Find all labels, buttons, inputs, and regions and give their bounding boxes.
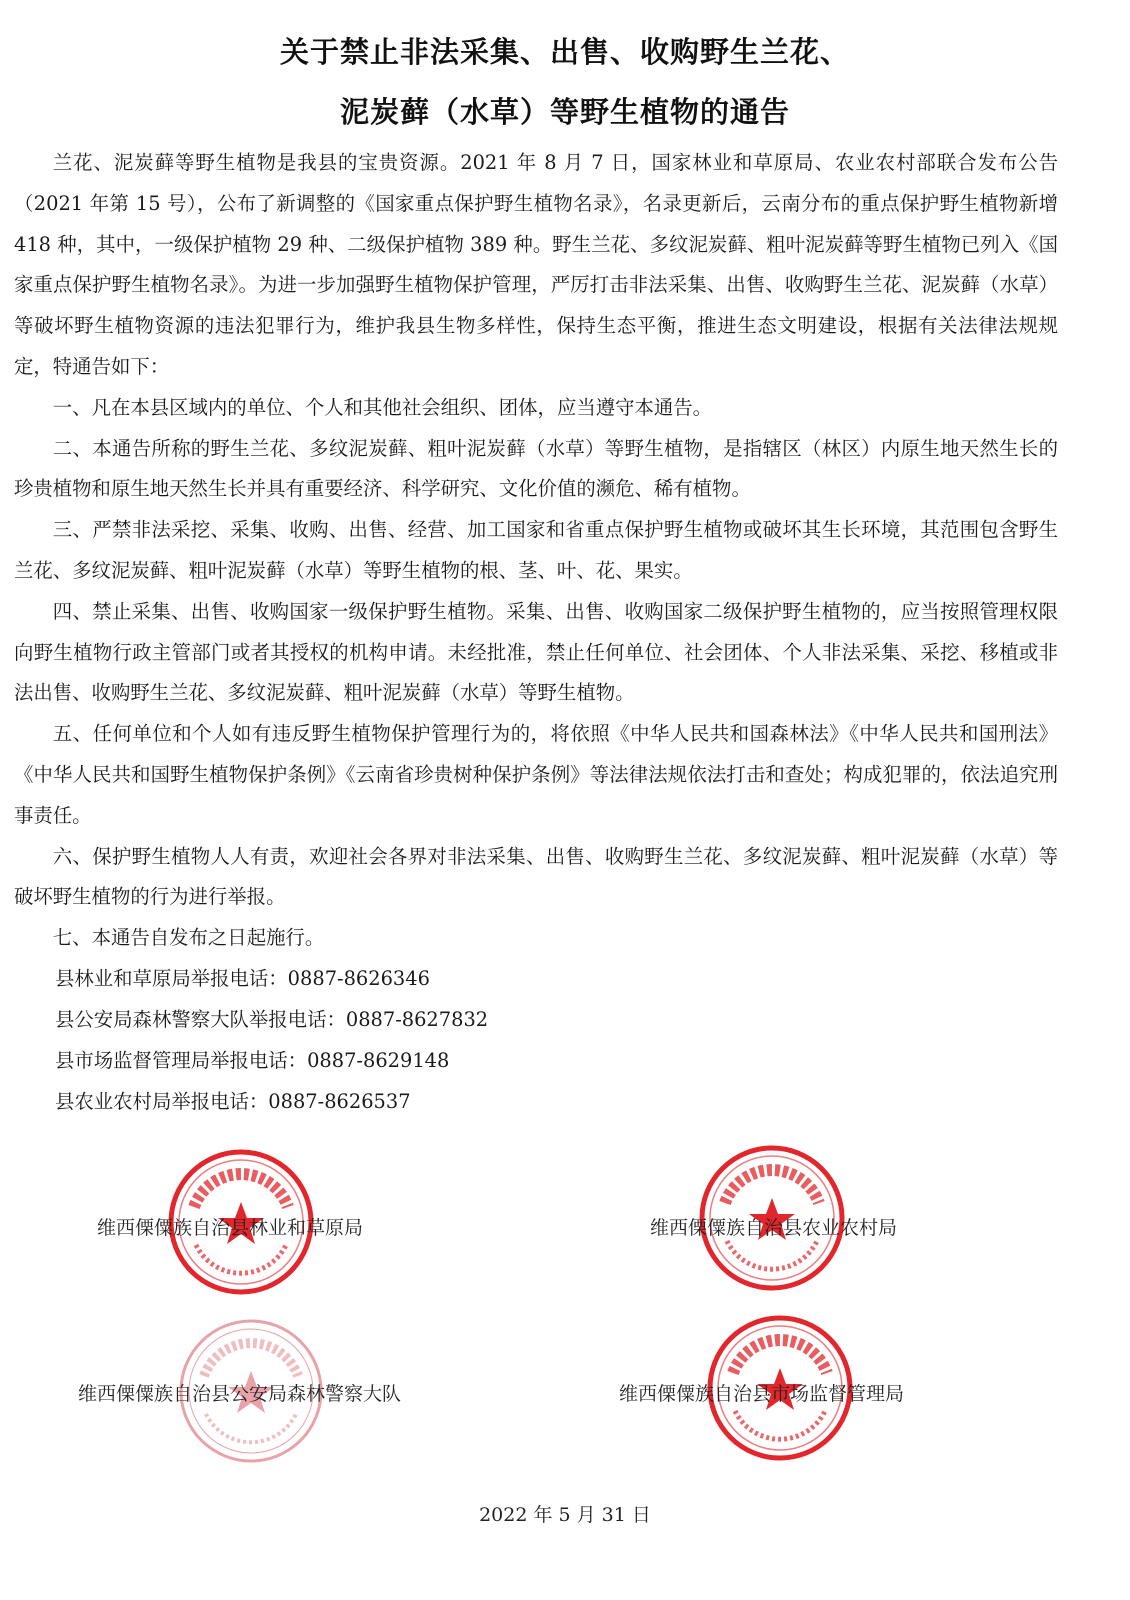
clause-6: 六、保护野生植物人人有责，欢迎社会各界对非法采集、出售、收购野生兰花、多纹泥炭藓、粗叶泥炭藓（水草）等破坏野生植物的行为进行举报。 [14, 844, 1058, 909]
clause-4: 四、禁止采集、出售、收购国家一级保护野生植物。采集、出售、收购国家二级保护野生植物的，应当按照管理权限向野生植物行政主管部门或者其授权的机构申请。未经批准，禁止任何单位、社会团体、个人非法采集、采挖、移植或非法出售、收购野生兰花、多纹泥炭藓、粗叶泥炭藓（水草）等野生植物。 [14, 599, 1058, 705]
phone-forest-police: 县公安局森林警察大队举报电话：0887-8627832 [55, 1008, 489, 1031]
issue-date: 2022 年 5 月 31 日 [479, 1504, 651, 1526]
title-line-2: 泥炭藓（水草）等野生植物的通告 [339, 95, 790, 129]
notice-body [14, 143, 1058, 959]
forestry-agency-name: 维西傈僳族自治县林业和草原局 [97, 1217, 364, 1239]
phone-forestry: 县林业和草原局举报电话：0887-8626346 [55, 967, 430, 990]
clause-7: 七、本通告自发布之日起施行。 [52, 926, 325, 950]
market-agency-name: 维西傈僳族自治县市场监督管理局 [619, 1383, 905, 1405]
clause-3: 三、严禁非法采挖、采集、收购、出售、经营、加工国家和省重点保护野生植物或破坏其生长环境，其范围包含野生兰花、多纹泥炭藓、粗叶泥炭藓（水草）等野生植物的根、茎、叶、花、果实。 [14, 518, 1058, 582]
phone-market-supervision: 县市场监督管理局举报电话：0887-8629148 [55, 1049, 450, 1072]
clause-2: 二、本通告所称的野生兰花、多纹泥炭藓、粗叶泥炭藓（水草）等野生植物，是指辖区（林区）内原生地天然生长的珍贵植物和原生地天然生长并具有重要经济、科学研究、文化价值的濒危、稀有植物。 [14, 436, 1058, 501]
clause-1: 一、凡在本县区域内的单位、个人和其他社会组织、团体，应当遵守本通告。 [52, 395, 713, 419]
phone-agriculture: 县农业农村局举报电话：0887-8626537 [55, 1090, 411, 1113]
report-phone-list [55, 958, 488, 1122]
title-line-1: 关于禁止非法采集、出售、收购野生兰花、 [279, 35, 850, 69]
agriculture-agency-name: 维西傈僳族自治县农业农村局 [650, 1217, 898, 1239]
clause-5: 五、任何单位和个人如有违反野生植物保护管理行为的，将依照《中华人民共和国森林法》《中华人民共和国刑法》《中华人民共和国野生植物保护条例》《云南省珍贵树种保护条例》等法律法规依法打击和查处；构成犯罪的，依法追究刑事责任。 [14, 722, 1058, 827]
police-agency-name: 维西傈僳族自治县公安局森林警察大队 [78, 1383, 402, 1405]
intro-paragraph: 兰花、泥炭藓等野生植物是我县的宝贵资源。2021 年 8 月 7 日，国家林业和草原局、农业农村部联合发布公告（2021 年第 15 号），公布了新调整的《国家重点保护野生植物名录》，名录更新后，云南分布的重点保护野生植物新增 418 种，其中，一级保护植物 29 种、二级保护植物 389 种。野生兰花、多纹泥炭藓、粗叶泥炭藓等野生植物已列入《国家重点保护野生植物名录》。为进一步加强野生植物保护管理，严厉打击非法采集、出售、收购野生兰花、泥炭藓（水草）等破坏野生植物资源的违法犯罪行为，维护我县生物多样性，保持生态平衡，推进生态文明建设，根据有关法律法规规定，特通告如下： [14, 151, 1058, 378]
